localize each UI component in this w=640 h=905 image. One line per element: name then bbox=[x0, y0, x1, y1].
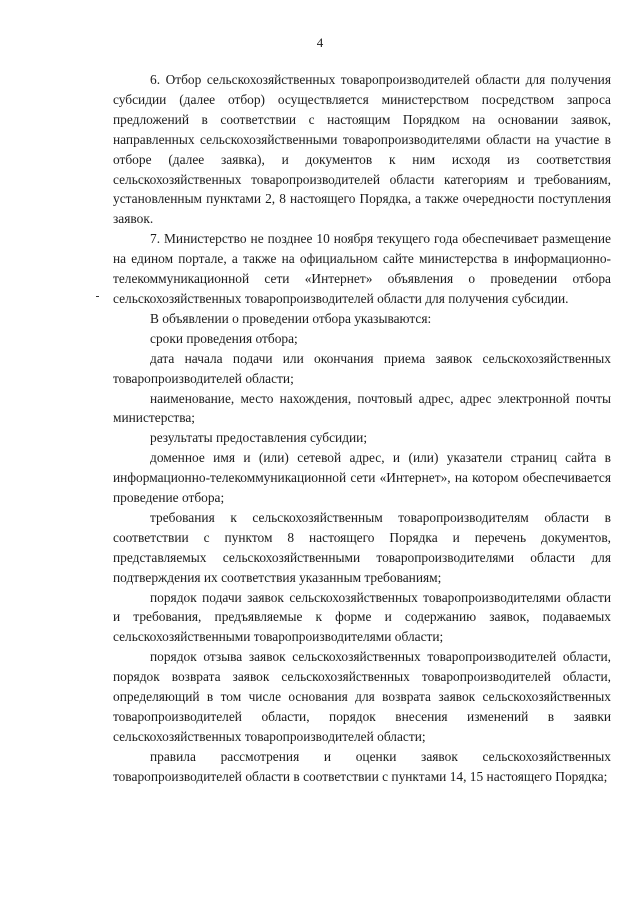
list-item-review-rules: правила рассмотрения и оценки заявок сельскохозяйственных товаропроизводителей области в соответствии с пунктами 14, 15 настоящего Порядка; bbox=[113, 748, 611, 784]
list-item-ministry-contacts: наименование, место нахождения, почтовый адрес, адрес электронной почты министерства; bbox=[113, 390, 611, 426]
paragraph-7-announcement: 7. Министерство не позднее 10 ноября текущего года обеспечивает размещение на едином портале, а также на официальном сайте министерства в информационно-телекоммуникационной сети «Интернет» объявления о проведении отбора сельскохозяйственных товаропроизводителей области для получения субсидии. bbox=[113, 231, 611, 306]
announcement-intro: В объявлении о проведении отбора указываются: bbox=[150, 310, 432, 326]
paragraph-6-selection: 6. Отбор сельскохозяйственных товаропроизводителей области для получения субсидии (далее отбор) осуществляется министерством посредством запроса предложений в соответствии с настоящим Порядком на основании заявок, направленных сельскохозяйственными товаропроизводителями области на участие в отборе (далее заявка), и документов к ним исходя из соответствия сельскохозяйственных товаропроизводителей области категориям и требованиям, установленным пунктами 2, 8 настоящего Порядка, а также очередности поступления заявок. bbox=[113, 72, 611, 227]
list-item-domain: доменное имя и (или) сетевой адрес, и (или) указатели страниц сайта в информационно-телекоммуникационной сети «Интернет», на котором обеспечивается проведение отбора; bbox=[113, 450, 611, 506]
document-body bbox=[113, 70, 611, 787]
list-item-dates: дата начала подачи или окончания приема заявок сельскохозяйственных товаропроизводителей области; bbox=[113, 350, 611, 386]
list-item-withdrawal-order: порядок отзыва заявок сельскохозяйственных товаропроизводителей области, порядок возврата заявок сельскохозяйственных товаропроизводителей области, определяющий в том числе основания для возврата заявок сельскохозяйственных товаропроизводителей области, порядок внесения изменений в заявки сельскохозяйственных товаропроизводителей области; bbox=[113, 649, 611, 744]
list-item-submission-order: порядок подачи заявок сельскохозяйственных товаропроизводителями области и требования, предъявляемые к форме и содержанию заявок, подаваемых сельскохозяйственными товаропроизводителями области; bbox=[113, 589, 611, 645]
page-number: 4 bbox=[316, 35, 324, 50]
list-item-requirements: требования к сельскохозяйственным товаропроизводителям области в соответствии с пунктом 8 настоящего Порядка и перечень документов, представляемых сельскохозяйственными товаропроизводителями области для подтверждения их соответствия указанным требованиям; bbox=[113, 509, 611, 585]
margin-mark bbox=[96, 296, 99, 297]
list-item-deadlines: сроки проведения отбора; bbox=[150, 330, 298, 346]
list-item-results: результаты предоставления субсидии; bbox=[150, 430, 368, 446]
